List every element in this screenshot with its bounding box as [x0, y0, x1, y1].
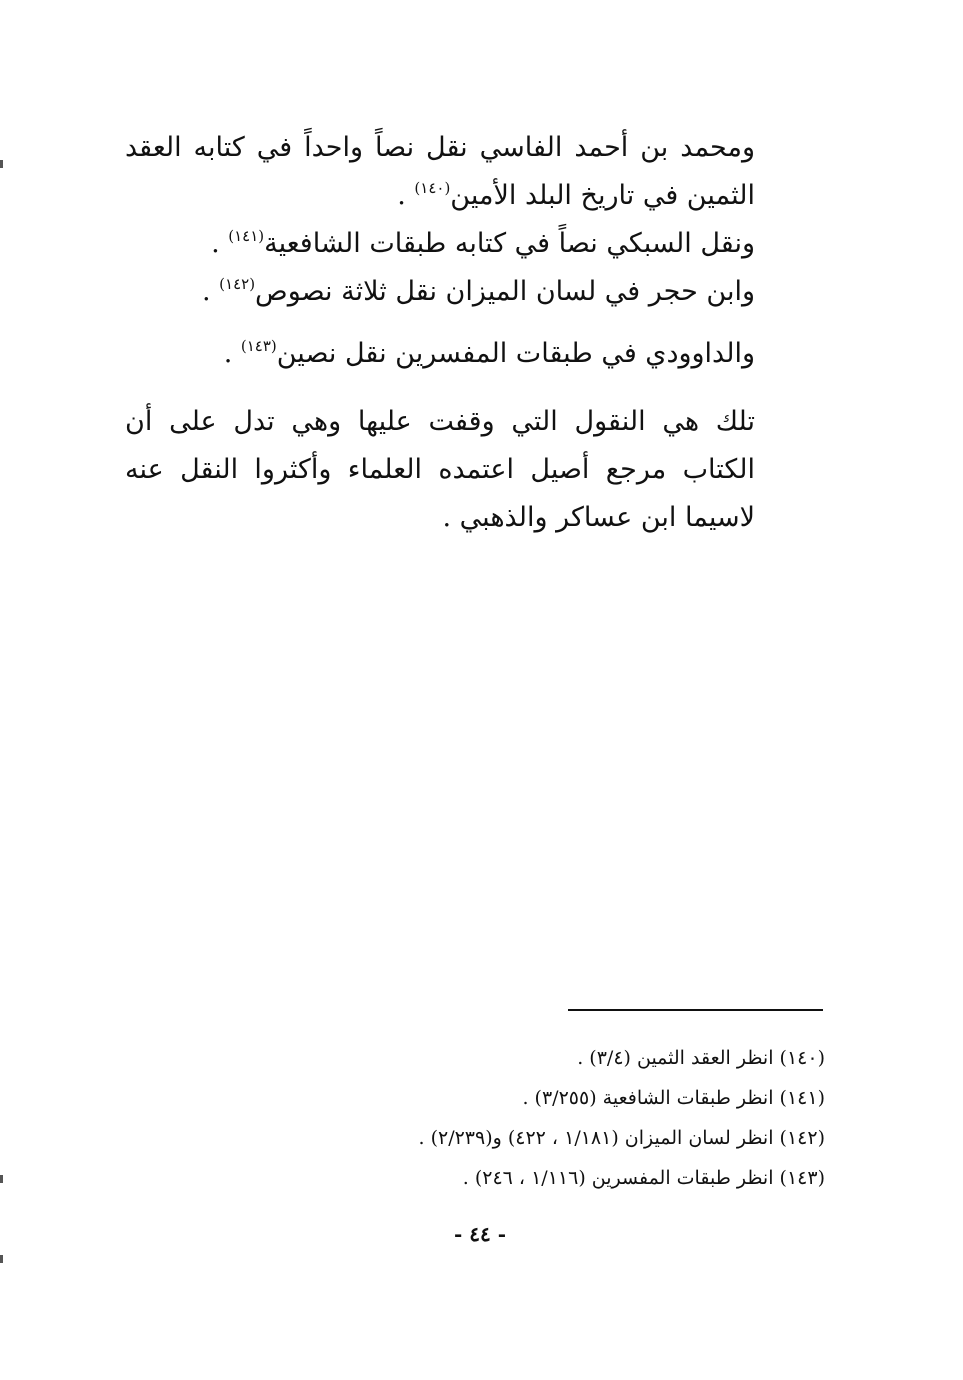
paragraph-fasi — [125, 124, 825, 220]
paragraph-text: والداوودي في طبقات المفسرين نقل نصين — [276, 338, 755, 369]
paragraph-conclusion — [125, 398, 825, 542]
footnote-142: (١٤٢) انظر لسان الميزان (١/١٨١ ، ٤٢٢) و(٢/٢٣٩) . — [418, 1127, 825, 1149]
footnote-marker: (١٤١) — [228, 227, 265, 245]
page-number: - ٤٤ - — [453, 1222, 506, 1246]
paragraph-end: . — [397, 180, 415, 211]
footnote-marker: (١٤٢) — [219, 275, 256, 293]
footnote-separator — [568, 1009, 823, 1011]
footnote-marker: (١٤٠) — [414, 179, 451, 197]
footnotes — [300, 1038, 825, 1198]
footnote-141: (١٤١) انظر طبقات الشافعية (٣/٢٥٥) . — [522, 1087, 825, 1109]
scan-edge-mark — [0, 160, 3, 168]
paragraph-subki — [125, 220, 825, 268]
paragraph-text: ونقل السبكي نصاً في كتابه طبقات الشافعية — [264, 228, 755, 259]
main-text — [125, 124, 825, 542]
paragraph-dawudi — [125, 330, 825, 378]
paragraph-text: وابن حجر في لسان الميزان نقل ثلاثة نصوص — [255, 276, 755, 307]
scan-edge-mark — [0, 1175, 3, 1183]
paragraph-ibn-hajar — [125, 268, 825, 316]
paragraph-end: . — [223, 338, 241, 369]
paragraph-end: . — [201, 276, 220, 307]
paragraph-end: . — [211, 228, 229, 259]
paragraph-text: ومحمد بن أحمد الفاسي نقل نصاً واحداً في كتابه العقد الثمين في تاريخ البلد الأمين — [125, 132, 755, 211]
footnote-marker: (١٤٣) — [240, 337, 277, 355]
scan-edge-mark — [0, 1255, 3, 1263]
paragraph-text: تلك هي النقول التي وقفت عليها وهي تدل على أن الكتاب مرجع أصيل اعتمده العلماء وأكثروا النقل عنه لاسيما ابن عساكر والذهبي . — [125, 406, 755, 533]
footnote-140: (١٤٠) انظر العقد الثمين (٣/٤) . — [577, 1047, 825, 1069]
footnote-143: (١٤٣) انظر طبقات المفسرين (١/١١٦ ، ٢٤٦) . — [462, 1167, 825, 1189]
